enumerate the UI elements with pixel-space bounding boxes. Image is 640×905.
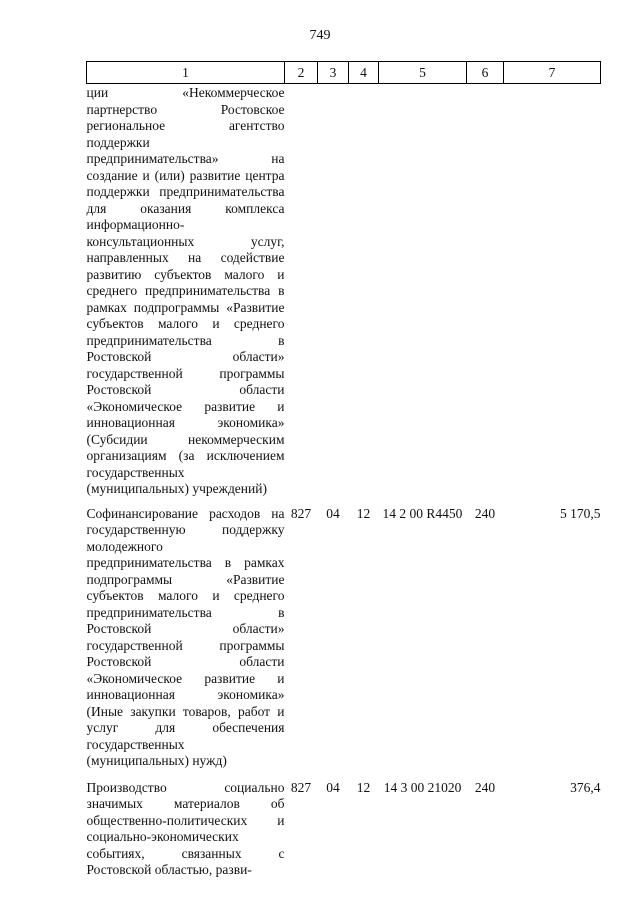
row-description: Софинансирование расходов на государственную поддержку молодежного предпринимательства в рамках подпрограммы «Развитие субъектов малого и среднего предпринимательства в Ростовской области» государственной программы Ростовской области «Экономическое развитие и инновационная экономика» (Иные закупки товаров, работ и услуг для обеспечения государственных (муниципальных) нужд) xyxy=(86,505,285,768)
amount: 5 170,5 xyxy=(560,505,601,521)
subsection-code: 12 xyxy=(356,779,371,795)
ministry-code: 827 xyxy=(290,505,312,521)
table-row xyxy=(87,506,601,780)
section-code: 04 xyxy=(326,505,340,521)
target-article-code xyxy=(379,84,467,506)
column-header: 6 xyxy=(467,62,504,84)
table-row xyxy=(87,780,601,889)
ministry-code xyxy=(285,84,318,506)
expense-type-code xyxy=(467,84,504,506)
table-header-row xyxy=(87,62,601,84)
column-header: 1 xyxy=(87,62,285,84)
column-header: 5 xyxy=(379,62,467,84)
row-description: ции «Некоммерческое партнерство Ростовское региональное агентство поддержки предпринимательства» на создание и (или) развитие центра поддержки предпринимательства для оказания комплекса информационно-консультационных услуг, направленных на содействие развитию субъектов малого и среднего предпринимательства в рамках подпрограммы «Развитие субъектов малого и среднего предпринимательства в Ростовской области» государственной программы Ростовской области «Экономическое развитие и инновационная экономика» (Субсидии некоммерческим организациям (за исключением государственных (муниципальных) учреждений) xyxy=(86,85,285,496)
subsection-code: 12 xyxy=(356,505,371,521)
target-article-code: 14 2 00 R4450 xyxy=(382,505,463,521)
amount: 376,4 xyxy=(570,779,601,795)
section-code: 04 xyxy=(326,779,340,795)
subsection-code xyxy=(349,84,379,506)
column-header: 4 xyxy=(349,62,379,84)
table-row xyxy=(87,84,601,506)
budget-table xyxy=(86,61,601,889)
page-number: 749 xyxy=(309,28,331,43)
expense-type-code: 240 xyxy=(474,779,496,795)
ministry-code: 827 xyxy=(290,779,312,795)
column-header: 3 xyxy=(318,62,349,84)
target-article-code: 14 3 00 21020 xyxy=(383,779,462,795)
expense-type-code: 240 xyxy=(474,505,496,521)
row-description: Производство социально значимых материалов об общественно-политических и социально-экономических событиях, связанных с Ростовской областью, разви- xyxy=(86,779,285,877)
section-code xyxy=(318,84,349,506)
column-header: 2 xyxy=(285,62,318,84)
amount xyxy=(504,84,601,506)
column-header: 7 xyxy=(504,62,601,84)
